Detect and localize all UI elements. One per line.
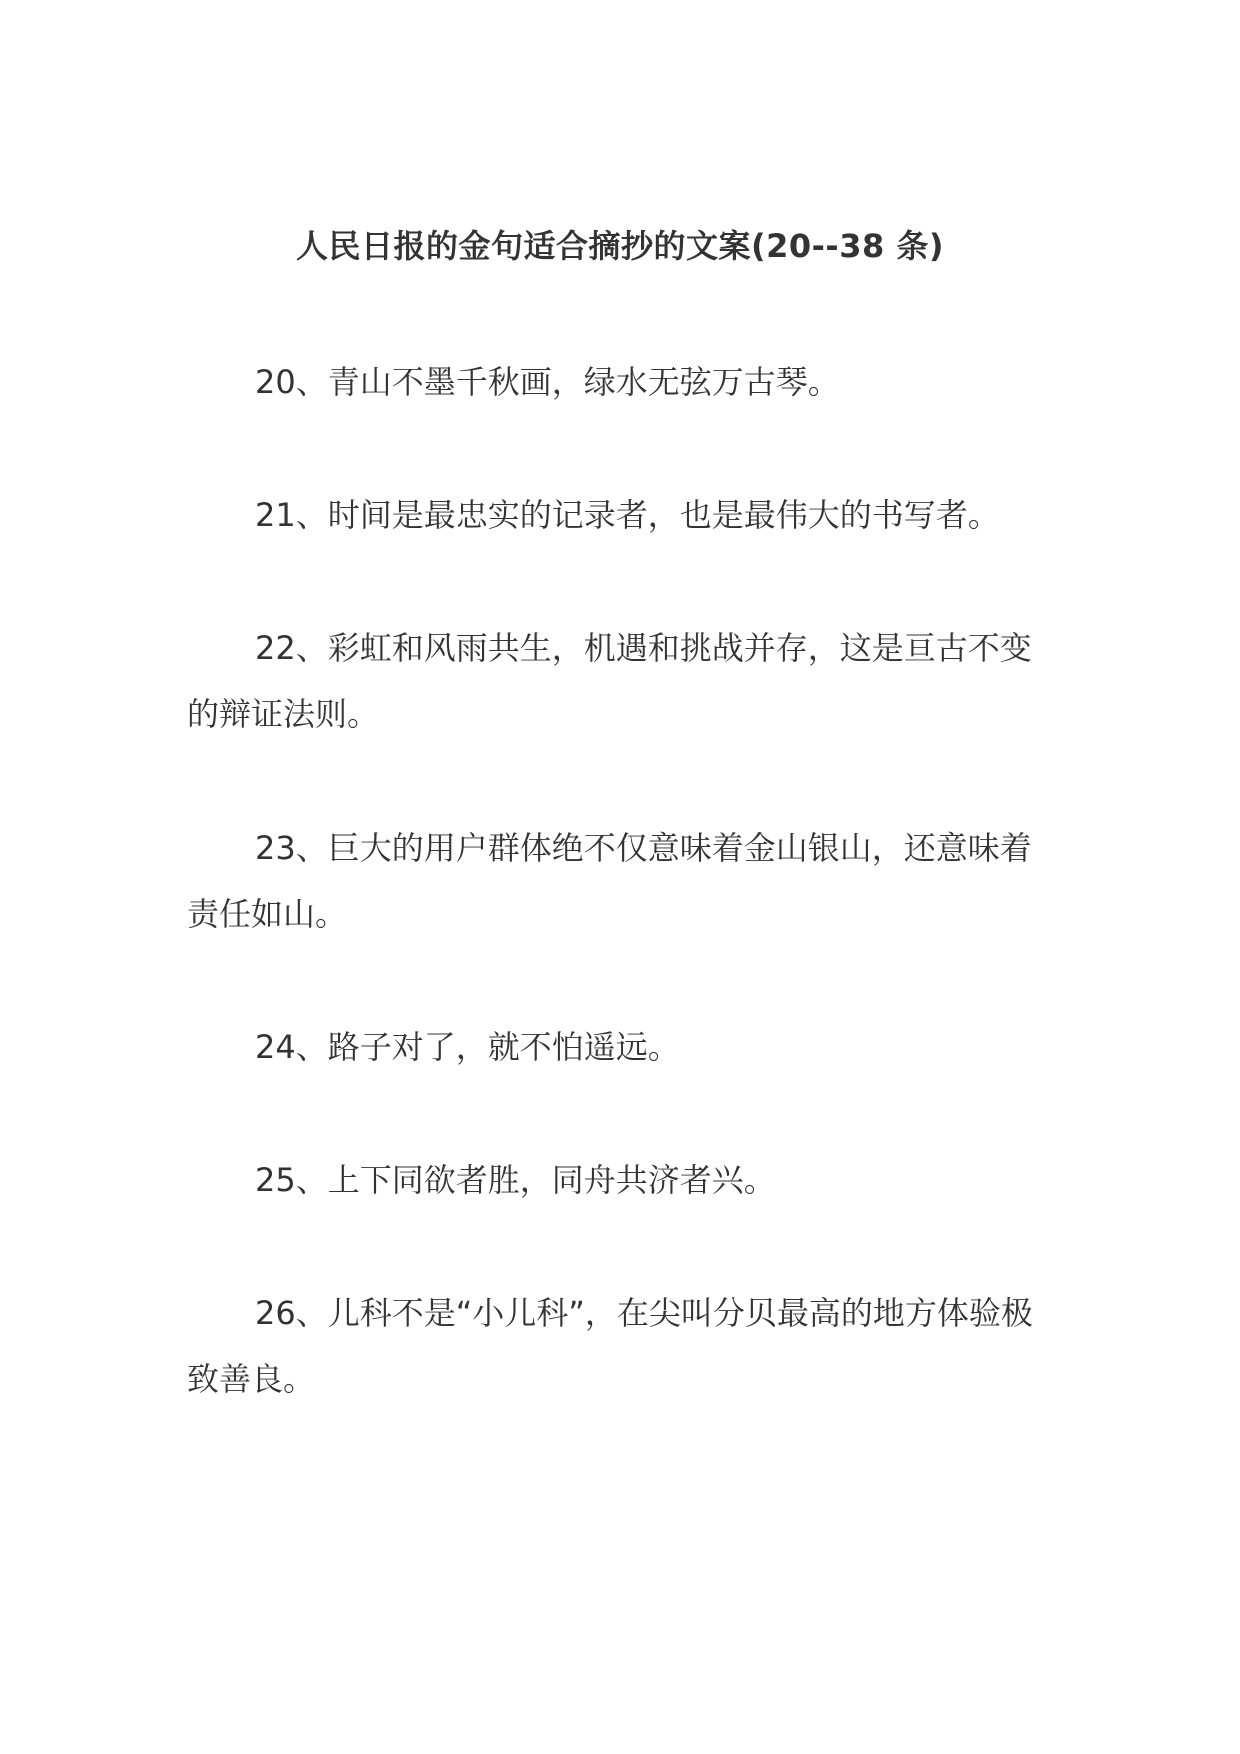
quote-item-24: 24、路子对了，就不怕遥远。 — [255, 1028, 680, 1066]
quote-item-21: 21、时间是最忠实的记录者，也是最伟大的书写者。 — [255, 496, 1000, 534]
quote-item-25: 25、上下同欲者胜，同舟共济者兴。 — [255, 1161, 776, 1199]
quote-item-20: 20、青山不墨千秋画，绿水无弦万古琴。 — [255, 363, 840, 401]
quote-item-26: 26、儿科不是“小儿科”，在尖叫分贝最高的地方体验极致善良。 — [187, 1294, 1033, 1398]
document-title: 人民日报的金句适合摘抄的文案(20--38 条) — [295, 227, 945, 265]
quote-item-22: 22、彩虹和风雨共生，机遇和挑战并存，这是亘古不变的辩证法则。 — [187, 629, 1032, 733]
quote-item-23: 23、巨大的用户群体绝不仅意味着金山银山，还意味着责任如山。 — [187, 829, 1032, 933]
